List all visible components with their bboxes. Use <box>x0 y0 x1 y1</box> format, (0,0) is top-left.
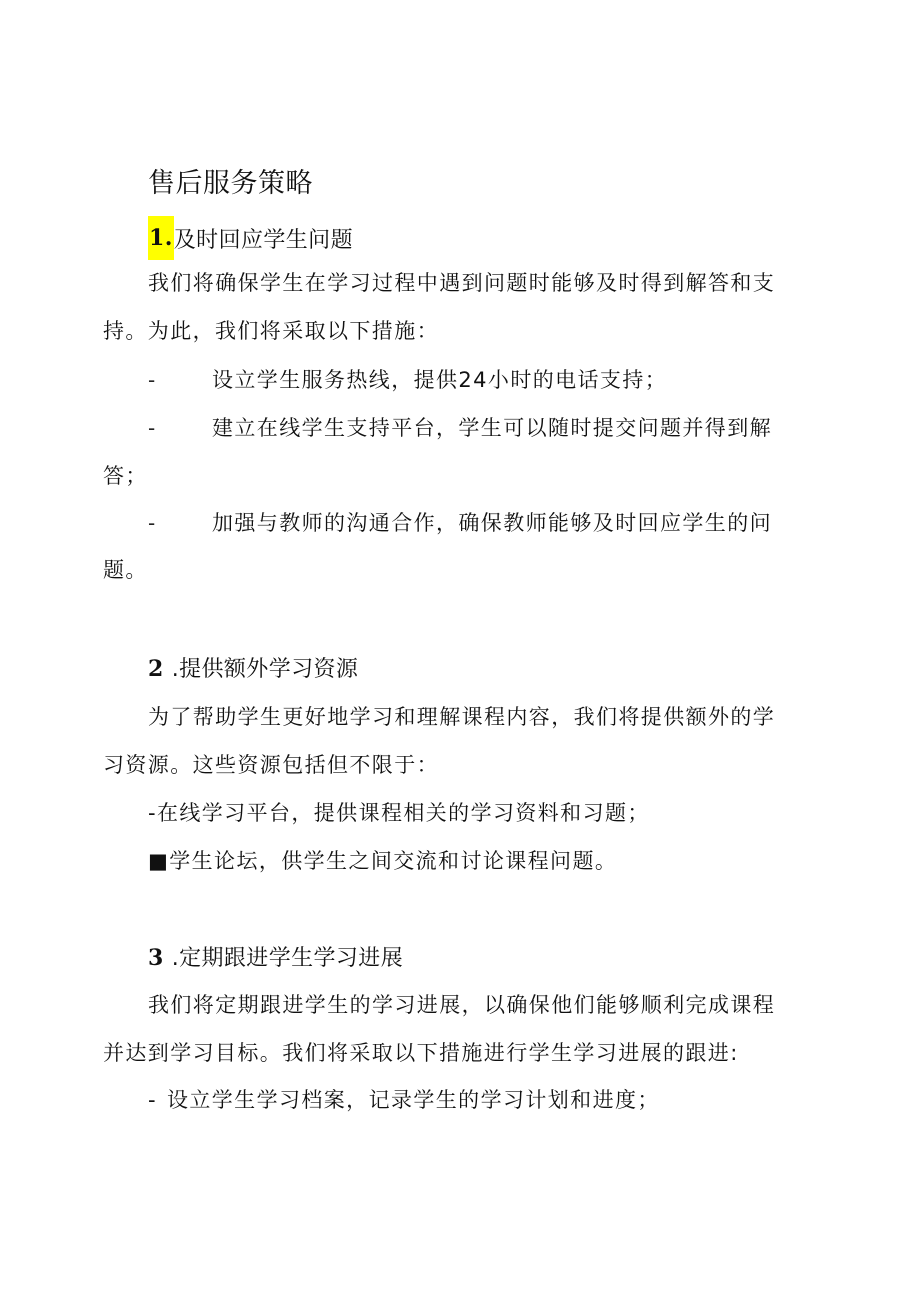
page-title: 售后服务策略 <box>148 168 313 199</box>
section-1-paragraph-line-2: 持。为此，我们将采取以下措施： <box>103 319 439 343</box>
section-3-paragraph-line-2: 并达到学习目标。我们将采取以下措施进行学生学习进展的跟进: <box>103 1041 739 1065</box>
section-3-heading <box>148 943 403 974</box>
section-1-item-2-text-cont: 答； <box>103 464 148 488</box>
section-3-heading-text: .定期跟进学生学习进展 <box>171 946 404 971</box>
section-2-item-1-marker: - <box>148 801 157 825</box>
section-2-item-2-text: 学生论坛，供学生之间交流和讨论课程问题。 <box>169 849 618 873</box>
section-1-item-3-marker: - <box>148 511 156 535</box>
section-1-item-3-text: 加强与教师的沟通合作，确保教师能够及时回应学生的问 <box>212 511 772 535</box>
section-1-item-1-marker: - <box>148 368 156 392</box>
section-3-paragraph-line-1: 我们将定期跟进学生的学习进展，以确保他们能够顺利完成课程 <box>148 993 776 1017</box>
section-2-item-1 <box>148 798 650 828</box>
section-2-heading <box>148 654 358 685</box>
section-1-item-3-text-cont: 题。 <box>103 558 148 582</box>
section-2-item-2 <box>148 846 617 876</box>
section-1-heading-text: 及时回应学生问题 <box>173 228 353 253</box>
section-2-heading-text: .提供额外学习资源 <box>171 657 359 682</box>
section-1-item-2-text: 建立在线学生支持平台，学生可以随时提交问题并得到解 <box>212 416 772 440</box>
section-1-heading <box>148 222 353 260</box>
section-1-item-2-marker: - <box>148 416 156 440</box>
section-1-item-1-text: 设立学生服务热线，提供24小时的电话支持； <box>212 368 668 392</box>
section-1-paragraph-line-1: 我们将确保学生在学习过程中遇到问题时能够及时得到解答和支 <box>148 271 776 295</box>
section-2-number: 2 <box>148 656 164 682</box>
section-3-item-1-marker: - <box>148 1088 157 1112</box>
section-1-number: 1. <box>148 216 174 260</box>
section-3-item-1-text: 设立学生学习档案，记录学生的学习计划和进度； <box>166 1088 660 1112</box>
section-3-item-1 <box>148 1085 660 1115</box>
section-2-paragraph-line-2: 习资源。这些资源包括但不限于： <box>103 753 439 777</box>
section-2-item-2-marker: ■ <box>148 849 170 873</box>
section-2-item-1-text: 在线学习平台，提供课程相关的学习资料和习题； <box>156 801 650 825</box>
section-3-number: 3 <box>148 945 164 971</box>
section-2-paragraph-line-1: 为了帮助学生更好地学习和理解课程内容，我们将提供额外的学 <box>148 705 776 729</box>
